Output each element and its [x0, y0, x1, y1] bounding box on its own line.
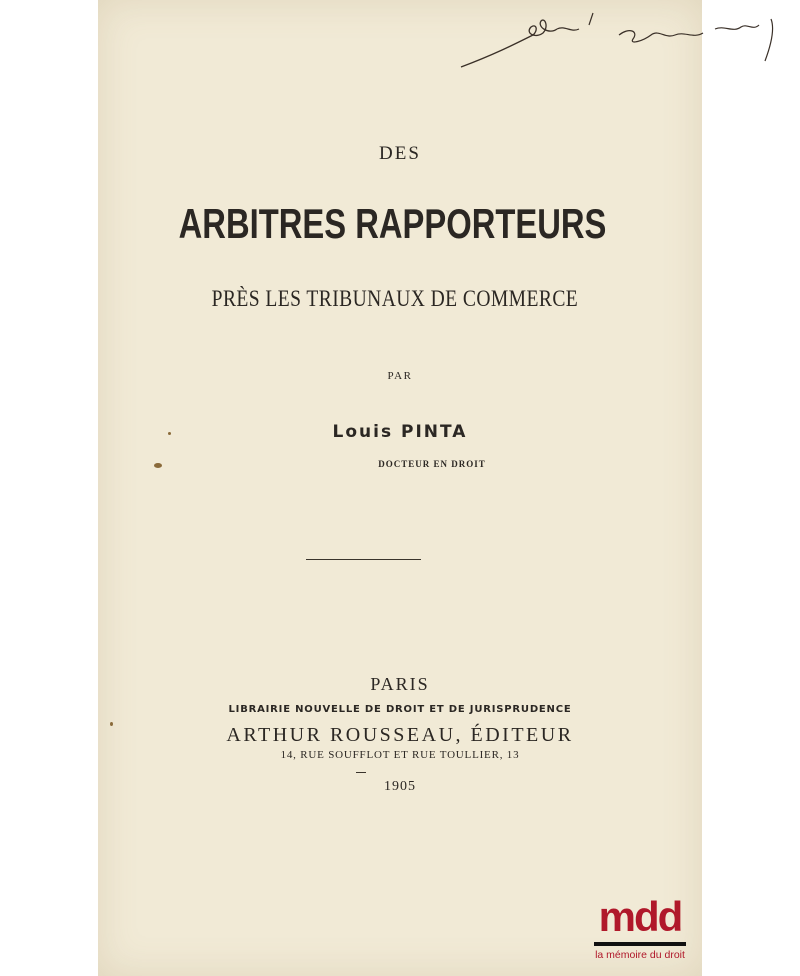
logo-tagline: la mémoire du droit	[595, 949, 685, 961]
book-title: ARBITRES RAPPORTEURS	[178, 200, 607, 247]
publisher-address: 14, RUE SOUFFLOT ET RUE TOULLIER, 13	[280, 749, 520, 761]
short-dash	[356, 772, 366, 773]
editor-name: ARTHUR ROUSSEAU, ÉDITEUR	[226, 724, 574, 746]
publication-city: PARIS	[370, 674, 430, 694]
by-label: PAR	[387, 370, 413, 382]
handwritten-signature	[453, 5, 793, 75]
author-degree: DOCTEUR EN DROIT	[378, 459, 486, 469]
book-subtitle: PRÈS LES TRIBUNAUX DE COMMERCE	[211, 286, 579, 311]
logo-letters: mdd	[598, 893, 682, 940]
logo-bar	[594, 942, 686, 946]
author-name: Louis PINTA	[332, 422, 468, 442]
mdd-logo	[592, 895, 688, 965]
publisher-name: LIBRAIRIE NOUVELLE DE DROIT ET DE JURISPRUDENCE	[228, 704, 572, 715]
publication-year: 1905	[384, 779, 416, 794]
divider-rule	[306, 559, 421, 560]
title-prefix: DES	[379, 143, 421, 164]
